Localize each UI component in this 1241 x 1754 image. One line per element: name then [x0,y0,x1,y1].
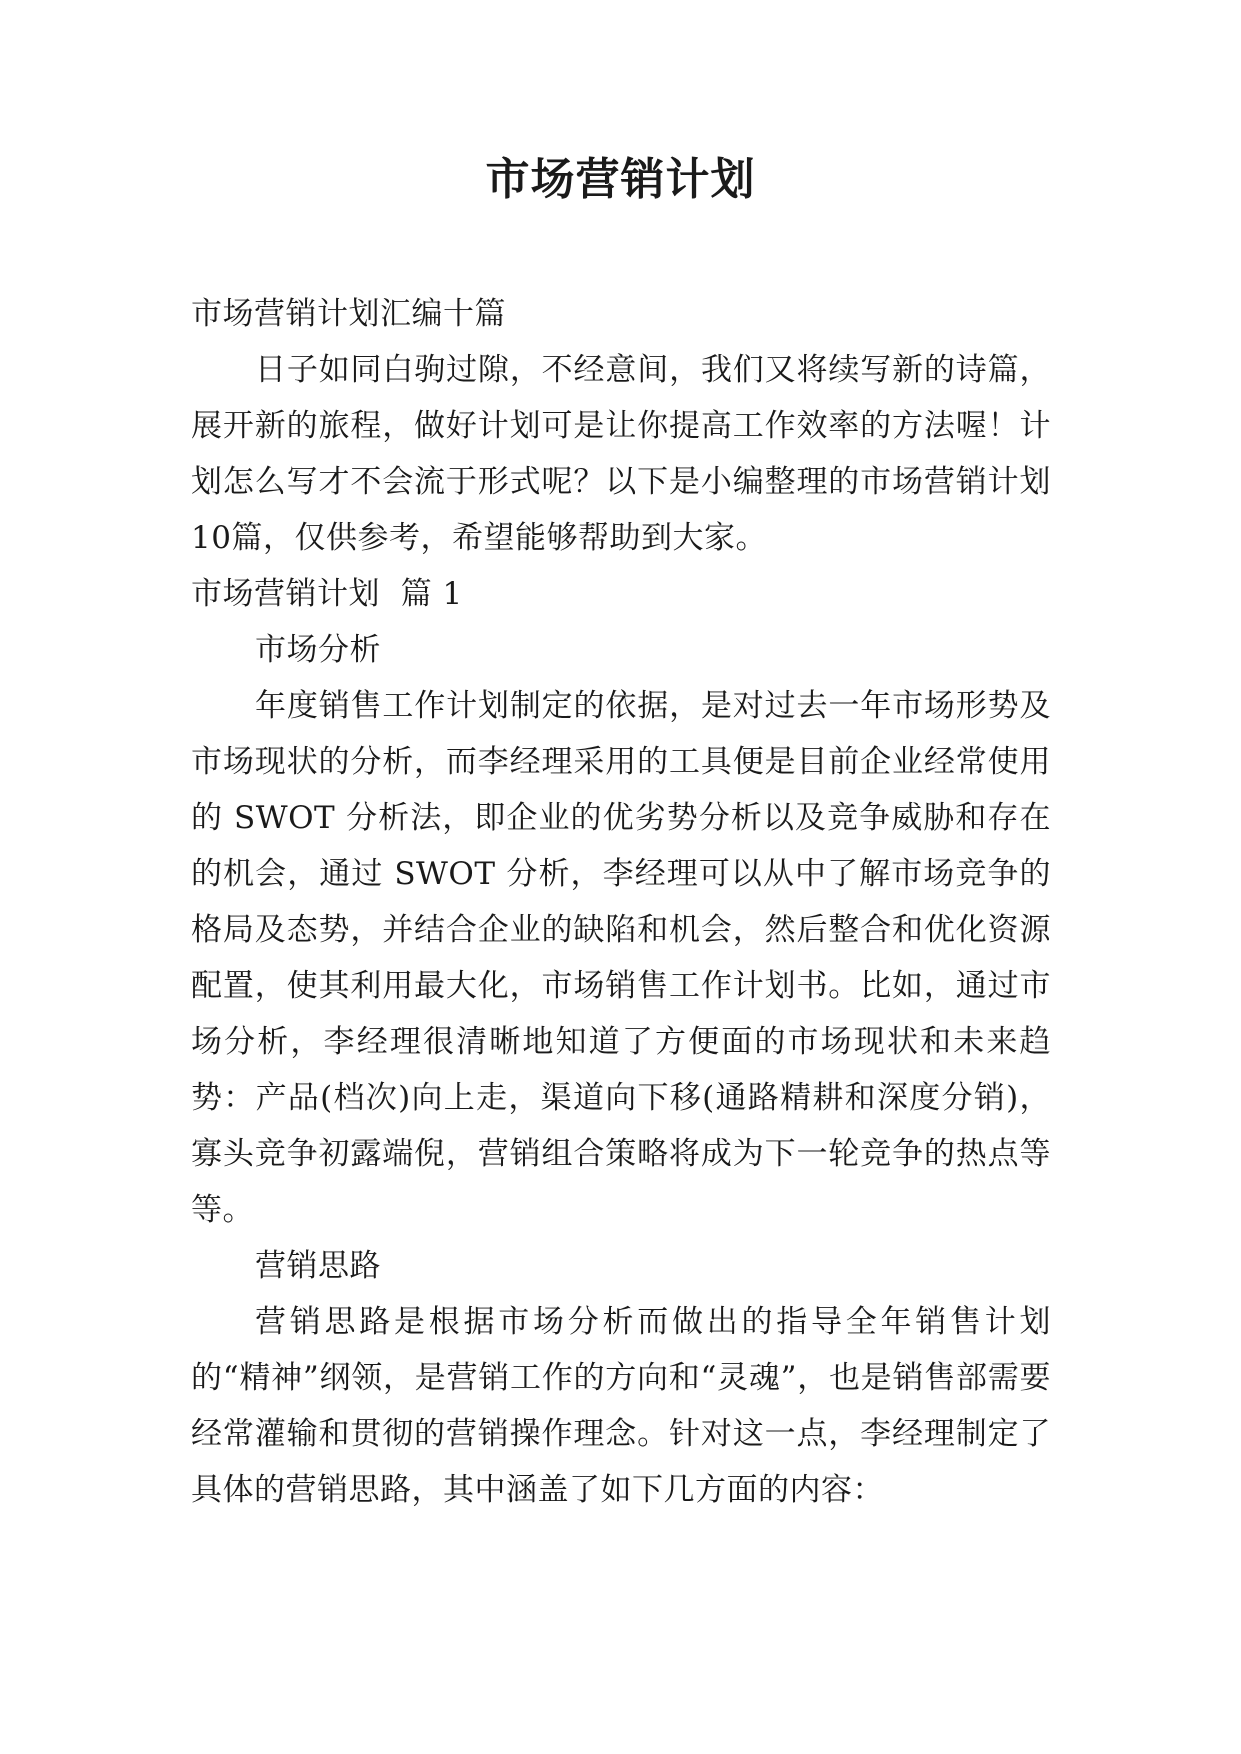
heading-market-analysis: 市场分析 [255,632,381,668]
heading-marketing-ideas: 营销思路 [255,1248,381,1284]
document-body [191,286,1051,1518]
marketing-ideas-paragraph: 营销思路是根据市场分析而做出的指导全年销售计划的“精神”纲领，是营销工作的方向和“灵魂”，也是销售部需要经常灌输和贯彻的营销操作理念。针对这一点，李经理制定了具体的营销思路，其中涵盖了如下几方面的内容： [191,1304,1051,1508]
section-title: 市场营销计划 篇 1 [191,576,463,612]
document-title: 市场营销计划 [485,154,756,205]
document-subtitle: 市场营销计划汇编十篇 [191,296,506,332]
intro-paragraph: 日子如同白驹过隙，不经意间，我们又将续写新的诗篇，展开新的旅程，做好计划可是让你提高工作效率的方法喔！计划怎么写才不会流于形式呢？以下是小编整理的市场营销计划10篇，仅供参考，希望能够帮助到大家。 [191,352,1051,556]
market-analysis-paragraph: 年度销售工作计划制定的依据，是对过去一年市场形势及市场现状的分析，而李经理采用的工具便是目前企业经常使用的 SWOT 分析法，即企业的优劣势分析以及竞争威胁和存在的机会，通过 SWOT 分析，李经理可以从中了解市场竞争的格局及态势，并结合企业的缺陷和机会，然后整合和优化资源配置，使其利用最大化，市场销售工作计划书。比如，通过市场分析，李经理很清晰地知道了方便面的市场现状和未来趋势：产品(档次)向上走，渠道向下移(通路精耕和深度分销)，寡头竞争初露端倪，营销组合策略将成为下一轮竞争的热点等等。 [191,688,1051,1228]
